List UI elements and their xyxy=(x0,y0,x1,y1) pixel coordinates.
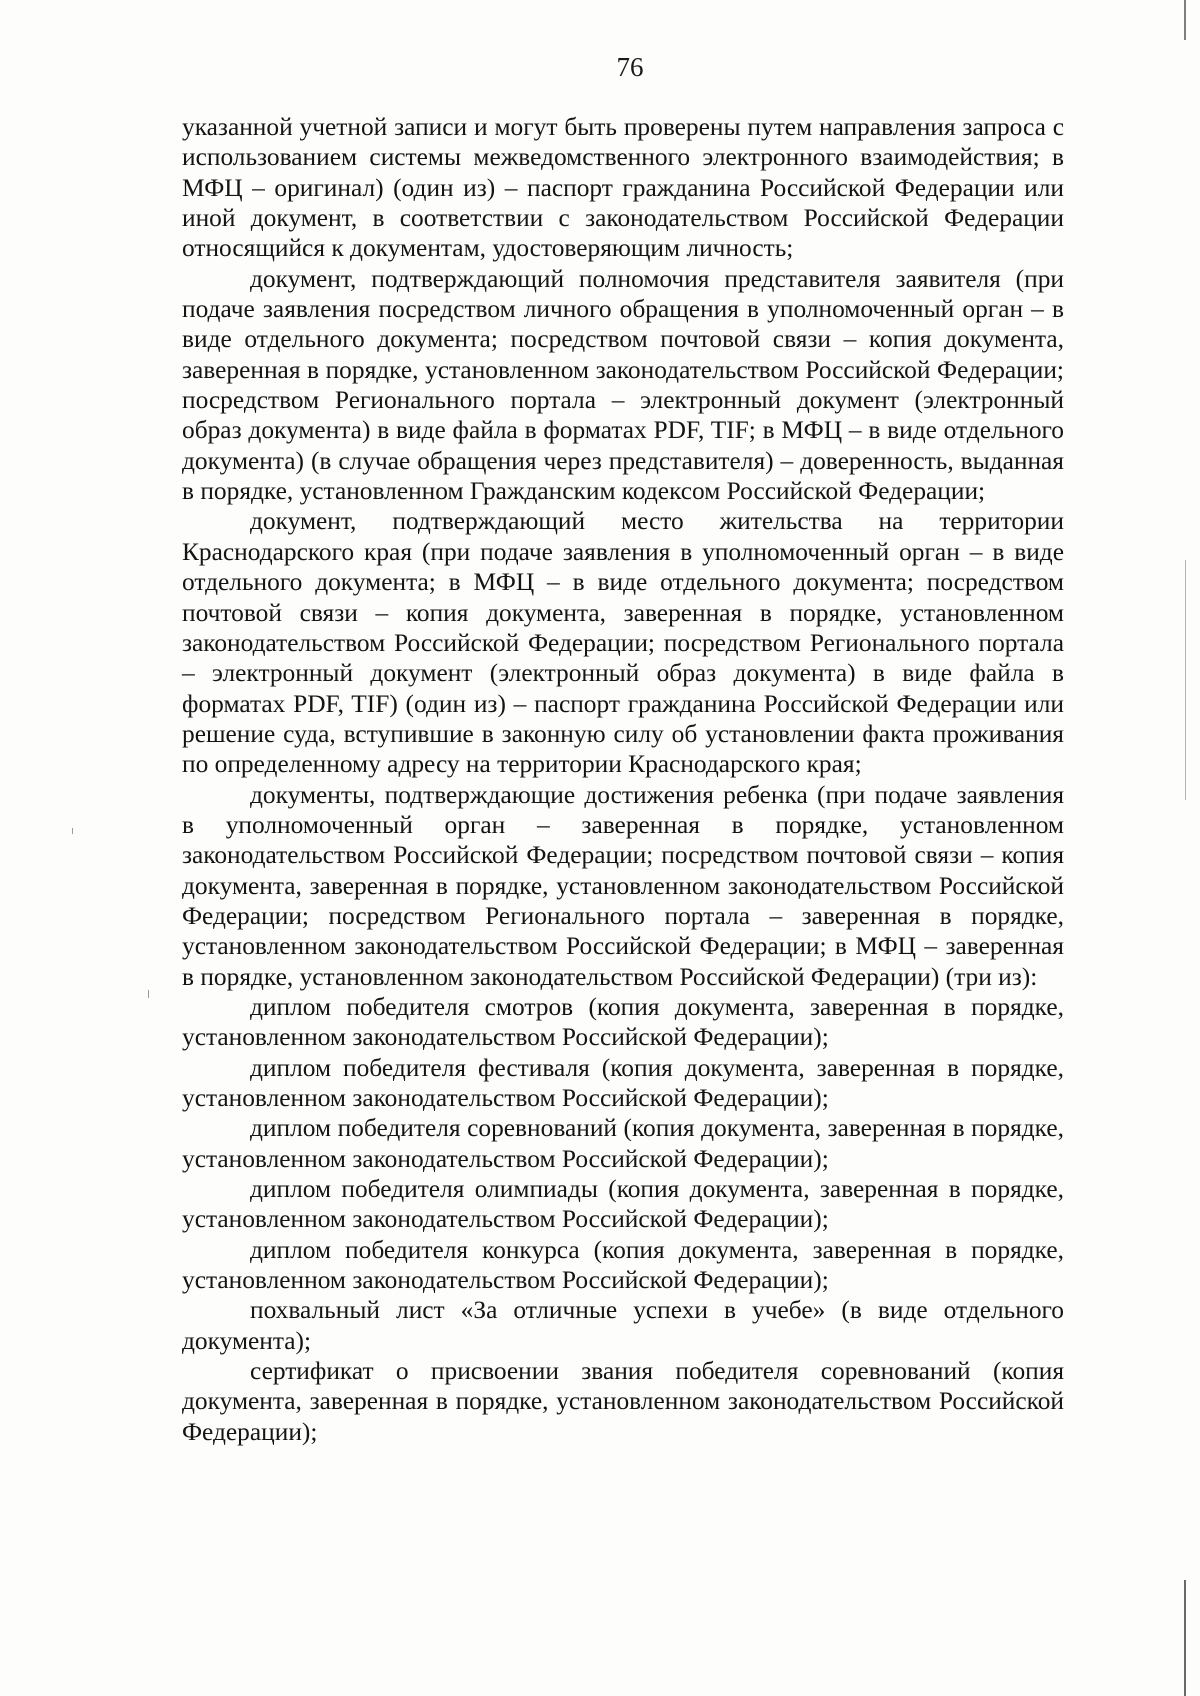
scan-edge-mark-top xyxy=(1184,0,1186,40)
list-item: диплом победителя фестиваля (копия документа, заверенная в порядке, установленном законодательством Российской Федерации); xyxy=(182,1053,1064,1112)
list-item: диплом победителя соревнований (копия документа, заверенная в порядке, установленном законодательством Российской Федерации); xyxy=(182,1114,1064,1173)
scan-edge-mark-bottom xyxy=(1184,1580,1186,1696)
paragraph: документ, подтверждающий полномочия представителя заявителя (при подаче заявления посредством личного обращения в уполномоченный орган – в виде отдельного документа; посредством почтовой связи – копия документа, заверенная в порядке, установленном законодательством Российской Федерации; посредством Регионального портала – электронный документ (электронный образ документа) в виде файла в форматах PDF, TIF; в МФЦ – в виде отдельного документа) (в случае обращения через представителя) – доверенность, выданная в порядке, установленном Гражданским кодексом Российской Федерации; xyxy=(182,264,1064,506)
scan-speck xyxy=(72,828,73,834)
page-number: 76 xyxy=(616,52,644,82)
paragraph: документы, подтверждающие достижения ребенка (при подаче заявления в уполномоченный орган – заверенная в порядке, установленном законодательством Российской Федерации; посредством почтовой связи – копия документа, заверенная в порядке, установленном законодательством Российской Федерации; посредством Регионального портала – заверенная в порядке, установленном законодательством Российской Федерации; в МФЦ – заверенная в порядке, установленном законодательством Российской Федерации) (три из): xyxy=(182,780,1064,991)
list-item: диплом победителя олимпиады (копия документа, заверенная в порядке, установленном законодательством Российской Федерации); xyxy=(182,1175,1064,1234)
list-item: диплом победителя конкурса (копия документа, заверенная в порядке, установленном законодательством Российской Федерации); xyxy=(182,1235,1064,1295)
list-item: сертификат о присвоении звания победителя соревнований (копия документа, заверенная в порядке, установленном законодательством Российской Федерации); xyxy=(182,1357,1064,1446)
paragraph: указанной учетной записи и могут быть проверены путем направления запроса с использованием системы межведомственного электронного взаимодействия; в МФЦ – оригинал) (один из) – паспорт гражданина Российской Федерации или иной документ, в соответствии с законодательством Российской Федерации относящийся к документам, удостоверяющим личность; xyxy=(182,113,1064,263)
list-item: диплом победителя смотров (копия документа, заверенная в порядке, установленном законодательством Российской Федерации); xyxy=(182,992,1064,1052)
scan-edge-mark-middle xyxy=(1185,560,1186,800)
paragraph: документ, подтверждающий место жительства на территории Краснодарского края (при подаче заявления в уполномоченный орган – в виде отдельного документа; в МФЦ – в виде отдельного документа; посредством почтовой связи – копия документа, заверенная в порядке, установленном законодательством Российской Федерации; посредством Регионального портала – электронный документ (электронный образ документа) в виде файла в форматах PDF, TIF) (один из) – паспорт гражданина Российской Федерации или решение суда, вступившие в законную силу об установлении факта проживания по определенному адресу на территории Краснодарского края; xyxy=(182,507,1064,779)
scan-speck xyxy=(148,990,149,998)
document-body xyxy=(182,112,1064,1447)
list-item: похвальный лист «За отличные успехи в учебе» (в виде отдельного документа); xyxy=(182,1296,1064,1355)
